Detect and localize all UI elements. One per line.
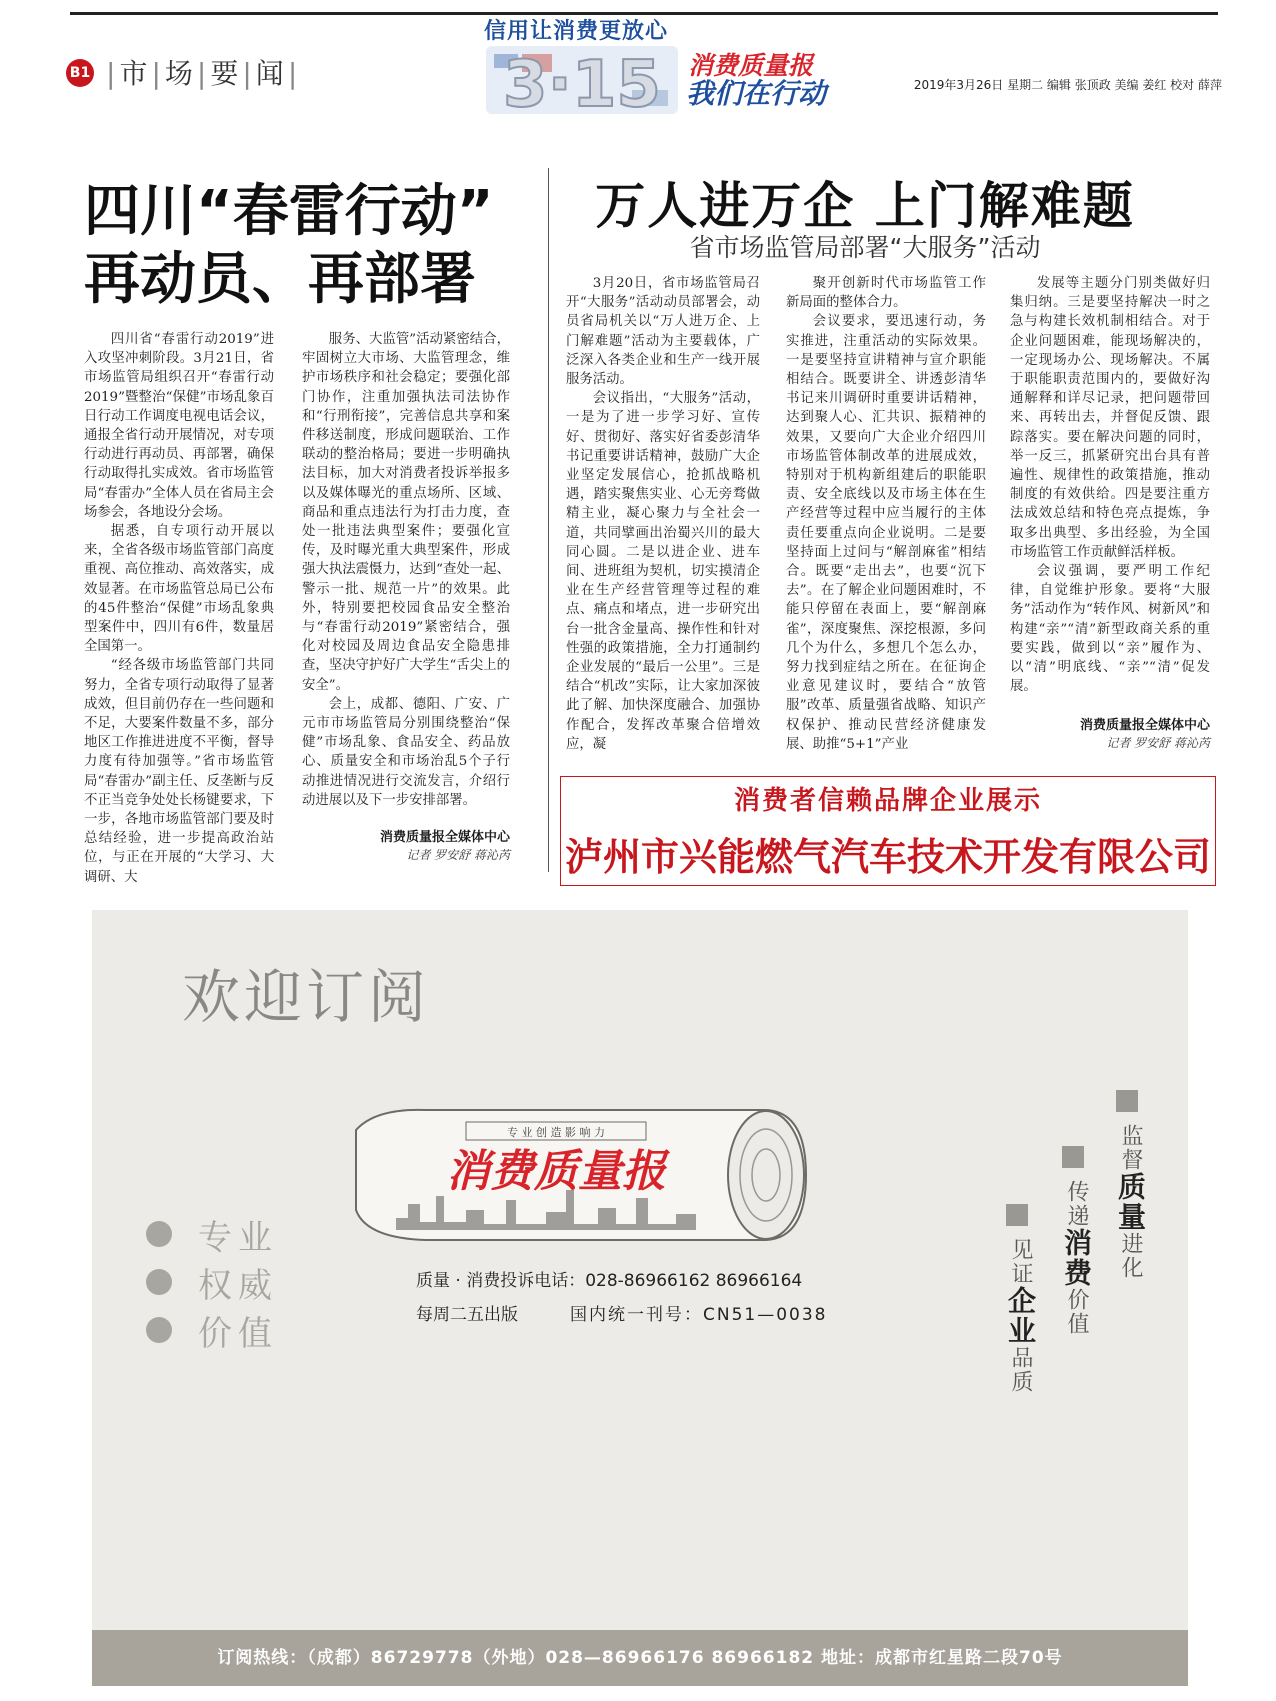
bullet-dot-icon: [146, 1317, 172, 1343]
left-byline-org: 消费质量报全媒体中心: [379, 830, 510, 845]
ad-vertical-slogan-2: 传递消费价值: [1056, 1146, 1090, 1336]
date-editor-line: 2019年3月26日 星期二 编辑 张顶政 美编 姜红 校对 薛萍: [913, 78, 1222, 92]
right-article-title: 万人进万企 上门解难题: [595, 177, 1135, 235]
left-article-col-1: [84, 330, 274, 885]
paragraph: 聚开创新时代市场监管工作新局面的整体合力。: [786, 276, 986, 311]
square-icon: [1006, 1204, 1028, 1226]
right-byline-org: 消费质量报全媒体中心: [1079, 718, 1210, 733]
ad-publish-schedule: 每周二五出版: [416, 1305, 518, 1325]
ad-issn: 国内统一刊号：CN51—0038: [570, 1305, 828, 1325]
ad-vertical-slogan-3: 见证企业品质: [1000, 1204, 1034, 1394]
section-name: |市|场|要|闻|: [106, 57, 302, 90]
ad-complaint-phone: 质量 · 消费投诉电话：028-86966162 86966164: [416, 1271, 803, 1291]
ad-paper-name: 消费质量报: [446, 1146, 666, 1197]
section-badge: B1: [66, 59, 94, 87]
bullet-dot-icon: [146, 1221, 172, 1247]
ad-bullet: 价值: [146, 1306, 278, 1354]
paragraph: 会上，成都、德阳、广安、广元市市场监管局分别围绕整治“保健”市场乱象、食品安全、药品放心、质量安全和市场治乱5个子行动推进情况进行交流发言，介绍行动进展以及下一步安排部署。: [302, 696, 510, 808]
right-article-col-2: [786, 274, 986, 754]
promo-315-graphic: [482, 40, 682, 120]
ad-footer-hotline: 订阅热线：（成都）86729778（外地）028—86966176 86966182 地址：成都市红星路二段70号: [92, 1630, 1188, 1686]
ad-slogan-small: 专 业 创 造 影 响 力: [507, 1126, 605, 1139]
paragraph: 据悉，自专项行动开展以来，全省各级市场监管部门高度重视、高位推动、高效落实，成效显著。在市场监管总局已公布的45件整治“保健”市场乱象典型案件中，四川有6件，数量居全国第一。: [84, 524, 274, 655]
paragraph: 服务、大监管”活动紧密结合，牢固树立大市场、大监管理念，维护市场秩序和社会稳定；要强化部门协作，注重加强执法司法协作和“行刑衔接”，完善信息共享和案件移送制度，形成问题联治、工作联动的整治格局；要进一步明确执法目标，加大对消费者投诉举报多以及媒体曝光的重点场所、区域、商品和重点违法行为打击力度，查处一批违法典型案件；要强化宣传，及时曝光重大典型案件，形成强大执法震慑力，达到“查处一起、警示一批、规范一片”的效果。此外，特别要把校园食品安全整治与“春雷行动2019”紧密结合，强化对校园及周边食品安全隐患排查，坚决守护好广大学生“舌尖上的安全”。: [302, 332, 510, 693]
paragraph: “经各级市场监管部门共同努力，全省专项行动取得了显著成效，但目前仍存在一些问题和不足，大要案件数量不多，部分地区工作推进进度不平衡，督导力度有待加强等。”省市场监管局“春雷办”副主任、反垄断与反不正当竞争处处长杨键要求，下一步，各地市场监管部门要及时总结经验，进一步提高政治站位，与正在开展的“大学习、大调研、大: [84, 658, 274, 885]
promo-headline: 信用让消费更放心: [484, 19, 669, 44]
square-icon: [1116, 1090, 1138, 1112]
square-icon: [1062, 1146, 1084, 1168]
ad-vertical-slogan-1: 监督质量进化: [1110, 1090, 1144, 1280]
promo-action: 我们在行动: [686, 77, 827, 110]
left-article-title: 四川“春雷行动” 再动员、再部署: [84, 179, 494, 312]
column-divider: [548, 168, 549, 872]
right-article-col-3: [1010, 274, 1210, 708]
paragraph: 四川省“春雷行动2019”进入攻坚冲刺阶段。3月21日，省市场监管局组织召开“春雷行动2019”暨整治“保健”市场乱象百日行动工作调度电视电话会议，通报全省行动开展情况，对专项行动进行再动员、再部署，确保行动取得扎实成效。省市场监管局“春雷办”全体人员在省局主会场参会，各地设分会场。: [84, 332, 274, 520]
paragraph: 会议要求，要迅速行动，务实推进，注重活动的实际效果。一是要坚持宣讲精神与宣介职能相结合。既要讲全、讲透彭清华书记来川调研时重要讲话精神，达到聚人心、汇共识、振精神的效果，又要向广大企业介绍四川市场监管体制改革的进展成效，特别对于机构新组建后的职能职责、安全底线以及市场主体在生产经营等过程中应当履行的主体责任要重点向企业说明。二是要坚持面上过问与“解剖麻雀”相结合。既要“走出去”，也要“沉下去”。在了解企业问题困难时，不能只停留在表面上，要“解剖麻雀”，深度聚焦、深挖根源，多问几个为什么，多想几个怎么办，努力找到症结之所在。在征询企业意见建议时，要结合“放管服”改革、质量强省战略、知识产权保护、推动民营经济健康发展、助推“5+1”产业: [786, 314, 986, 752]
left-article-col-2: [302, 330, 510, 820]
paragraph: 会议强调，要严明工作纪律，自觉维护形象。要将“大服务”活动作为“转作风、树新风”和构建“亲”“清”新型政商关系的重要实践，做到以“亲”履作为、以“清”明底线、“亲”“清”促发展。: [1010, 564, 1210, 695]
newspaper-scroll-graphic: [336, 1100, 816, 1250]
paragraph: 会议指出，“大服务”活动，一是为了进一步学习好、宣传好、贯彻好、落实好省委彭清华书记重要讲话精神，鼓励广大企业坚定发展信心，抢抓战略机遇，踏实聚焦实业、心无旁骛做精主业，凝心聚力与全社会一道，共同擘画出治蜀兴川的最大同心圆。二是以进企业、进车间、进班组为契机，切实摸清企业在生产经营管理等过程的难点、痛点和堵点，进一步研究出台一批含金量高、操作性和针对性强的政策措施，全力打通制约企业发展的“最后一公里”。三是结合“机改”实际，让大家加深彼此了解、加快深度融合、加强协作配合，发挥改革聚合倍增效应，凝: [566, 391, 760, 752]
ad-bullet: 权威: [146, 1258, 278, 1306]
paragraph: 发展等主题分门别类做好归集归纳。三是要坚持解决一时之急与构建长效机制相结合。对于企业问题困难，能现场解决的，一定现场办公、现场解决。不属于职能职责范围内的，要做好沟通解释和详尽记录，把问题带回来、再转出去，并督促反馈、跟踪落实。要在解决问题的同时，举一反三，抓紧研究出台具有普遍性、规律性的政策措施，推动制度的有效供给。四是要注重方法成效总结和特色亮点提炼，争取多出典型、多出经验，为全国市场监管工作贡献鲜活样板。: [1010, 276, 1210, 560]
brand-showcase-heading: 消费者信赖品牌企业展示: [733, 786, 1042, 816]
bullet-dot-icon: [146, 1269, 172, 1295]
right-byline-reporters: 记者 罗安舒 蒋沁芮: [1106, 736, 1210, 750]
right-article-subtitle: 省市场监管局部署“大服务”活动: [689, 233, 1041, 262]
ad-bullet-list: [146, 1210, 278, 1354]
ad-bullet: 专业: [146, 1210, 278, 1258]
promo-brand: 消费质量报: [688, 51, 814, 80]
promo-315-number: 3·15: [503, 48, 661, 122]
left-byline-reporters: 记者 罗安舒 蒋沁芮: [406, 848, 510, 862]
right-article-col-1: [566, 274, 760, 754]
ad-welcome-text: 欢迎订阅: [182, 963, 431, 1031]
brand-company-name: 泸州市兴能燃气汽车技术开发有限公司: [564, 835, 1211, 879]
paragraph: 3月20日，省市场监管局召开“大服务”活动动员部署会，动员省局机关以“万人进万企、上门解难题”活动为主要载体，广泛深入各类企业和生产一线开展服务活动。: [566, 276, 760, 388]
